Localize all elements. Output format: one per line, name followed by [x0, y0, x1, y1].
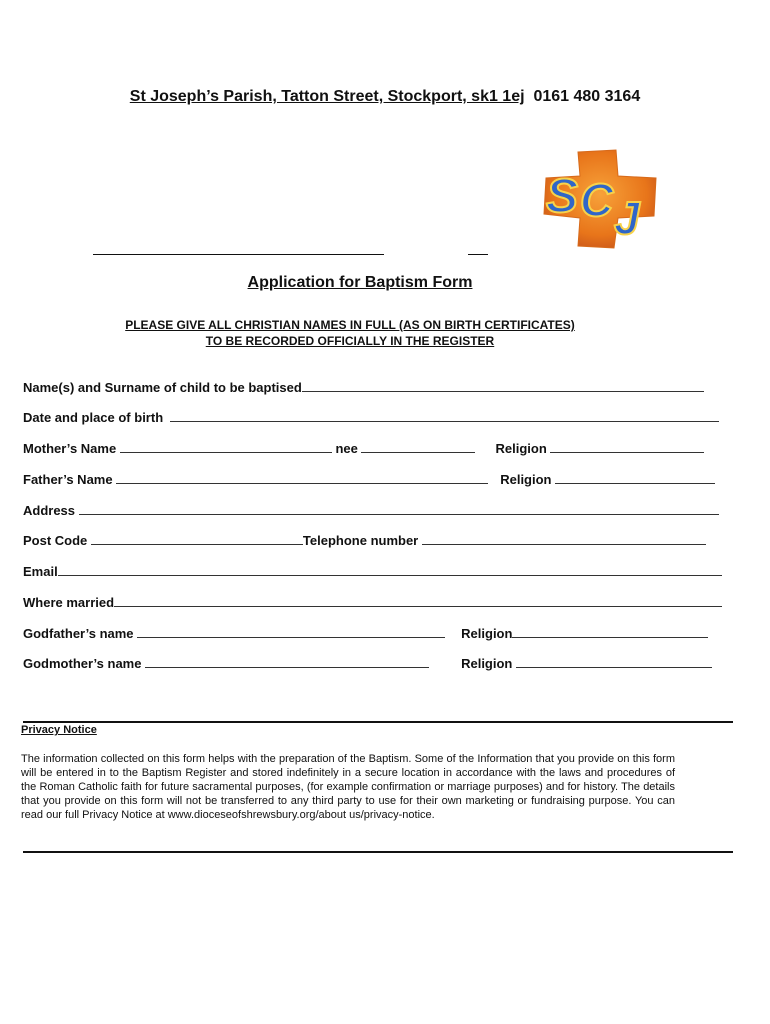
godfathers-name-field[interactable]: [137, 627, 445, 638]
mothers-name-field[interactable]: [120, 442, 332, 453]
form-title: Application for Baptism Form: [247, 274, 473, 291]
svg-text:C: C: [580, 174, 614, 226]
address-label: Address: [23, 503, 76, 518]
signature-line: [93, 254, 384, 255]
privacy-top-rule: [23, 721, 733, 723]
parish-header: [0, 88, 770, 106]
nee-field[interactable]: [361, 442, 475, 453]
date-place-birth-field[interactable]: [170, 411, 719, 422]
fathers-name-label: Father’s Name: [23, 472, 113, 487]
godfathers-name-label: Godfather’s name: [23, 626, 134, 641]
godmothers-name-field[interactable]: [145, 657, 429, 668]
email-label: Email: [23, 564, 58, 579]
godmother-religion-label: Religion: [461, 656, 513, 671]
address-field[interactable]: [79, 504, 719, 515]
telephone-label: Telephone number: [302, 533, 419, 548]
telephone-field[interactable]: [422, 534, 706, 545]
instruction-line-1: PLEASE GIVE ALL CHRISTIAN NAMES IN FULL (AS ON BIRTH CERTIFICATES): [125, 318, 575, 332]
nee-label: nee: [335, 441, 358, 456]
svg-text:S: S: [546, 170, 579, 223]
godmothers-name-label: Godmother’s name: [23, 656, 142, 671]
father-religion-field[interactable]: [555, 473, 715, 484]
godmother-row: [23, 656, 733, 671]
address-row: [23, 503, 733, 518]
child-name-row: [23, 380, 733, 395]
date-place-birth-label: Date and place of birth: [23, 410, 164, 425]
father-row: [23, 472, 733, 487]
postcode-telephone-row: [23, 533, 733, 548]
fathers-name-field[interactable]: [116, 473, 488, 484]
post-code-field[interactable]: [91, 534, 303, 545]
child-name-field[interactable]: [302, 381, 704, 392]
instruction-line-2: TO BE RECORDED OFFICIALLY IN THE REGISTER: [205, 334, 495, 348]
parish-address: St Joseph’s Parish, Tatton Street, Stockport, sk1 1ej: [129, 88, 525, 105]
godfather-religion-label: Religion: [461, 626, 513, 641]
where-married-field[interactable]: [114, 596, 722, 607]
mother-religion-label: Religion: [495, 441, 547, 456]
where-married-row: [23, 595, 733, 610]
privacy-notice-heading: Privacy Notice: [21, 724, 97, 736]
email-field[interactable]: [58, 565, 722, 576]
mothers-name-label: Mother’s Name: [23, 441, 117, 456]
child-name-label: Name(s) and Surname of child to be baptised: [23, 380, 302, 395]
privacy-notice-body: The information collected on this form helps with the preparation of the Baptism. Some of the Information that you provide on this form will be entered in to the Baptism Register and stored indefinitely in a secure location in accordance with the laws and procedures of the Roman Catholic faith for future sacramental purposes, (for example confirmation or marriage purposes) and for history. The details that you provide on this form will not be transferred to any third party to use for their own marketing or fundraising purpose. You can read our full Privacy Notice at www.dioceseofshrewsbury.org/about us/privacy-notice.: [21, 753, 675, 821]
mother-row: [23, 441, 733, 456]
svg-text:J: J: [614, 192, 640, 244]
godfather-row: [23, 626, 733, 641]
father-religion-label: Religion: [500, 472, 552, 487]
mother-religion-field[interactable]: [550, 442, 704, 453]
post-code-label: Post Code: [23, 533, 88, 548]
email-row: [23, 564, 733, 579]
signature-line-short: [468, 254, 488, 255]
parish-phone: 0161 480 3164: [533, 88, 641, 105]
where-married-label: Where married: [23, 595, 115, 610]
scj-logo-icon: [538, 146, 662, 252]
birth-row: [23, 410, 733, 425]
godmother-religion-field[interactable]: [516, 657, 712, 668]
godfather-religion-field[interactable]: [512, 627, 708, 638]
privacy-bottom-rule: [23, 851, 733, 853]
